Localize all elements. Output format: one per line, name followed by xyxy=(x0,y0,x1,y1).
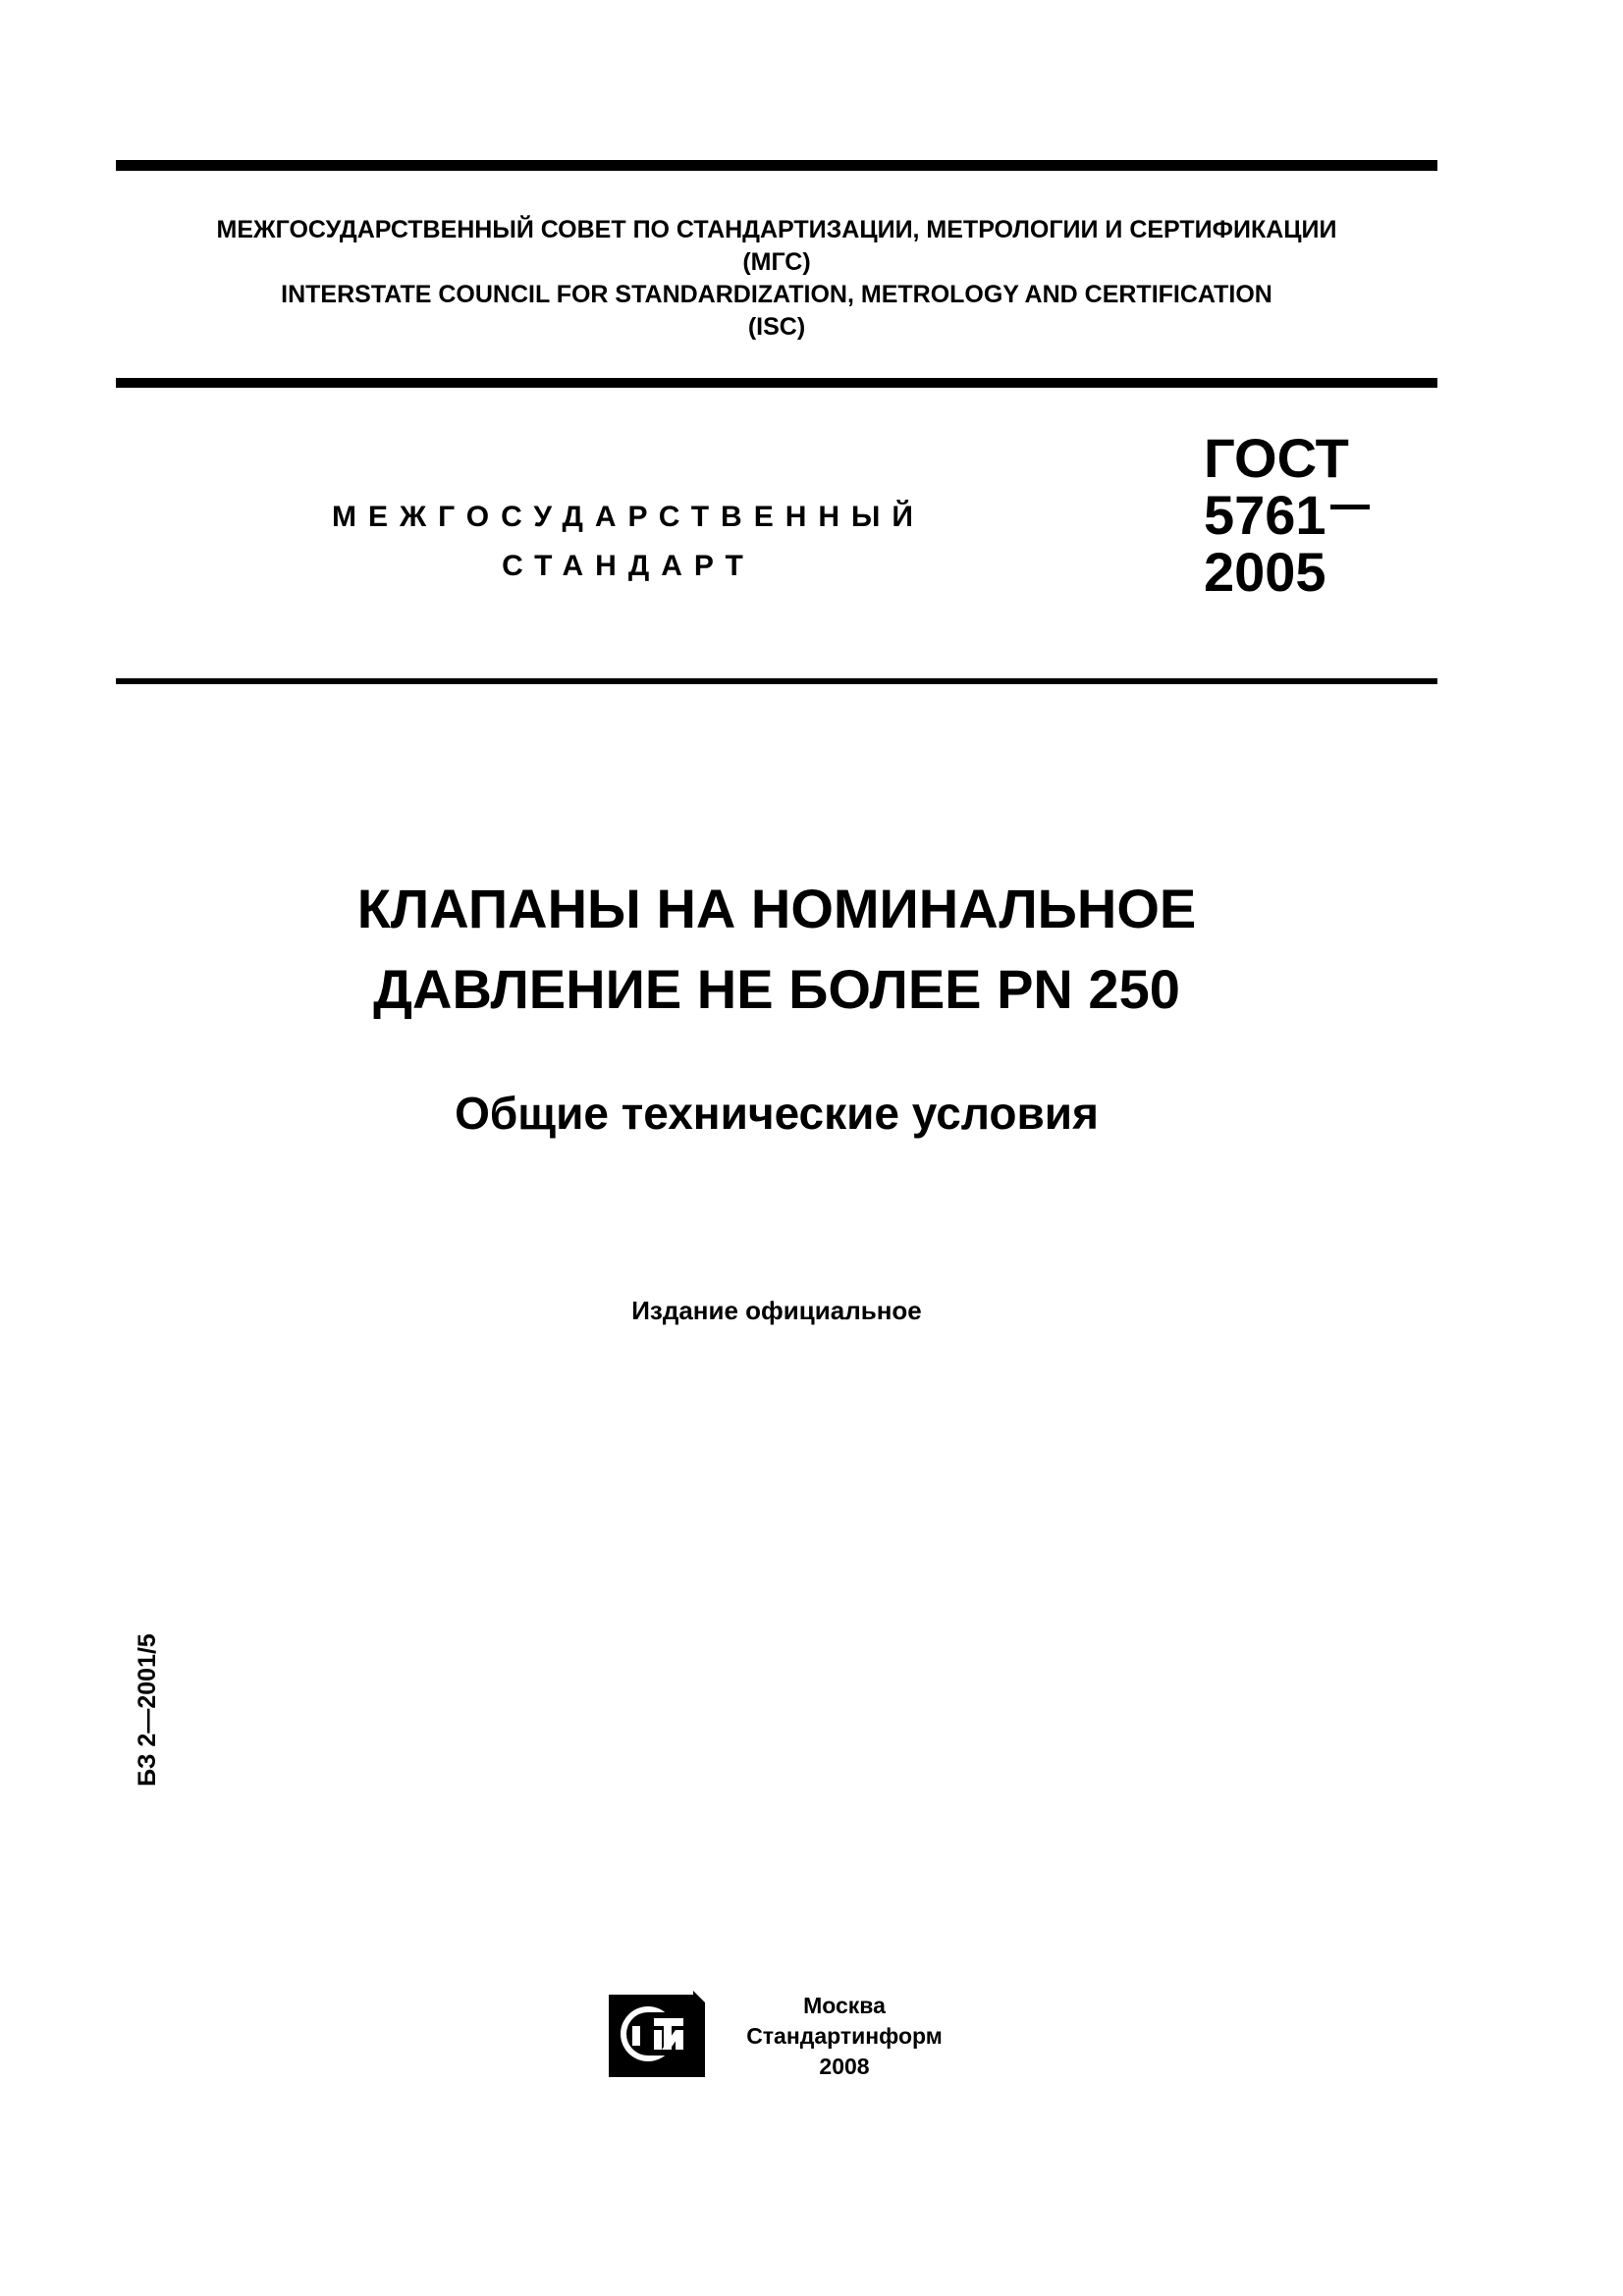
council-abbr-en: (ISC) xyxy=(747,313,806,341)
middle-rule xyxy=(116,378,1437,388)
publisher-block xyxy=(722,1991,967,2082)
side-code-text: БЗ 2—2001/5 xyxy=(134,1633,161,1787)
standartinform-logo-icon xyxy=(609,1989,707,2077)
gost-prefix: ГОСТ xyxy=(1204,427,1349,489)
council-header xyxy=(116,214,1437,344)
standard-label-line1: МЕЖГОСУДАРСТВЕННЫЙ xyxy=(332,501,925,533)
council-name-en: INTERSTATE COUNCIL FOR STANDARDIZATION, METROLOGY AND CERTIFICATION xyxy=(281,281,1272,308)
standard-label xyxy=(295,493,962,591)
gost-dash xyxy=(1330,505,1370,509)
council-name-ru: МЕЖГОСУДАРСТВЕННЫЙ СОВЕТ ПО СТАНДАРТИЗАЦИИ, МЕТРОЛОГИИ И СЕРТИФИКАЦИИ xyxy=(216,216,1337,243)
publisher-year: 2008 xyxy=(819,2054,870,2079)
title-line1: КЛАПАНЫ НА НОМИНАЛЬНОЕ xyxy=(356,878,1197,939)
bottom-rule xyxy=(116,678,1437,684)
gost-number-line xyxy=(1204,484,1370,546)
edition-note: Издание официальное xyxy=(631,1296,922,1325)
gost-number: 5761 xyxy=(1204,484,1326,546)
title-line2: ДАВЛЕНИЕ НЕ БОЛЕЕ PN 250 xyxy=(373,958,1180,1020)
document-title xyxy=(116,869,1437,1030)
gost-designation xyxy=(1204,427,1370,603)
standard-label-line2: СТАНДАРТ xyxy=(502,550,755,582)
publisher-city: Москва xyxy=(803,1993,886,2018)
publisher-name: Стандартинформ xyxy=(746,2023,943,2049)
council-abbr-ru: (МГС) xyxy=(742,248,811,276)
gost-year: 2005 xyxy=(1204,541,1326,603)
top-rule xyxy=(116,160,1437,171)
document-subtitle: Общие технические условия xyxy=(455,1088,1099,1139)
